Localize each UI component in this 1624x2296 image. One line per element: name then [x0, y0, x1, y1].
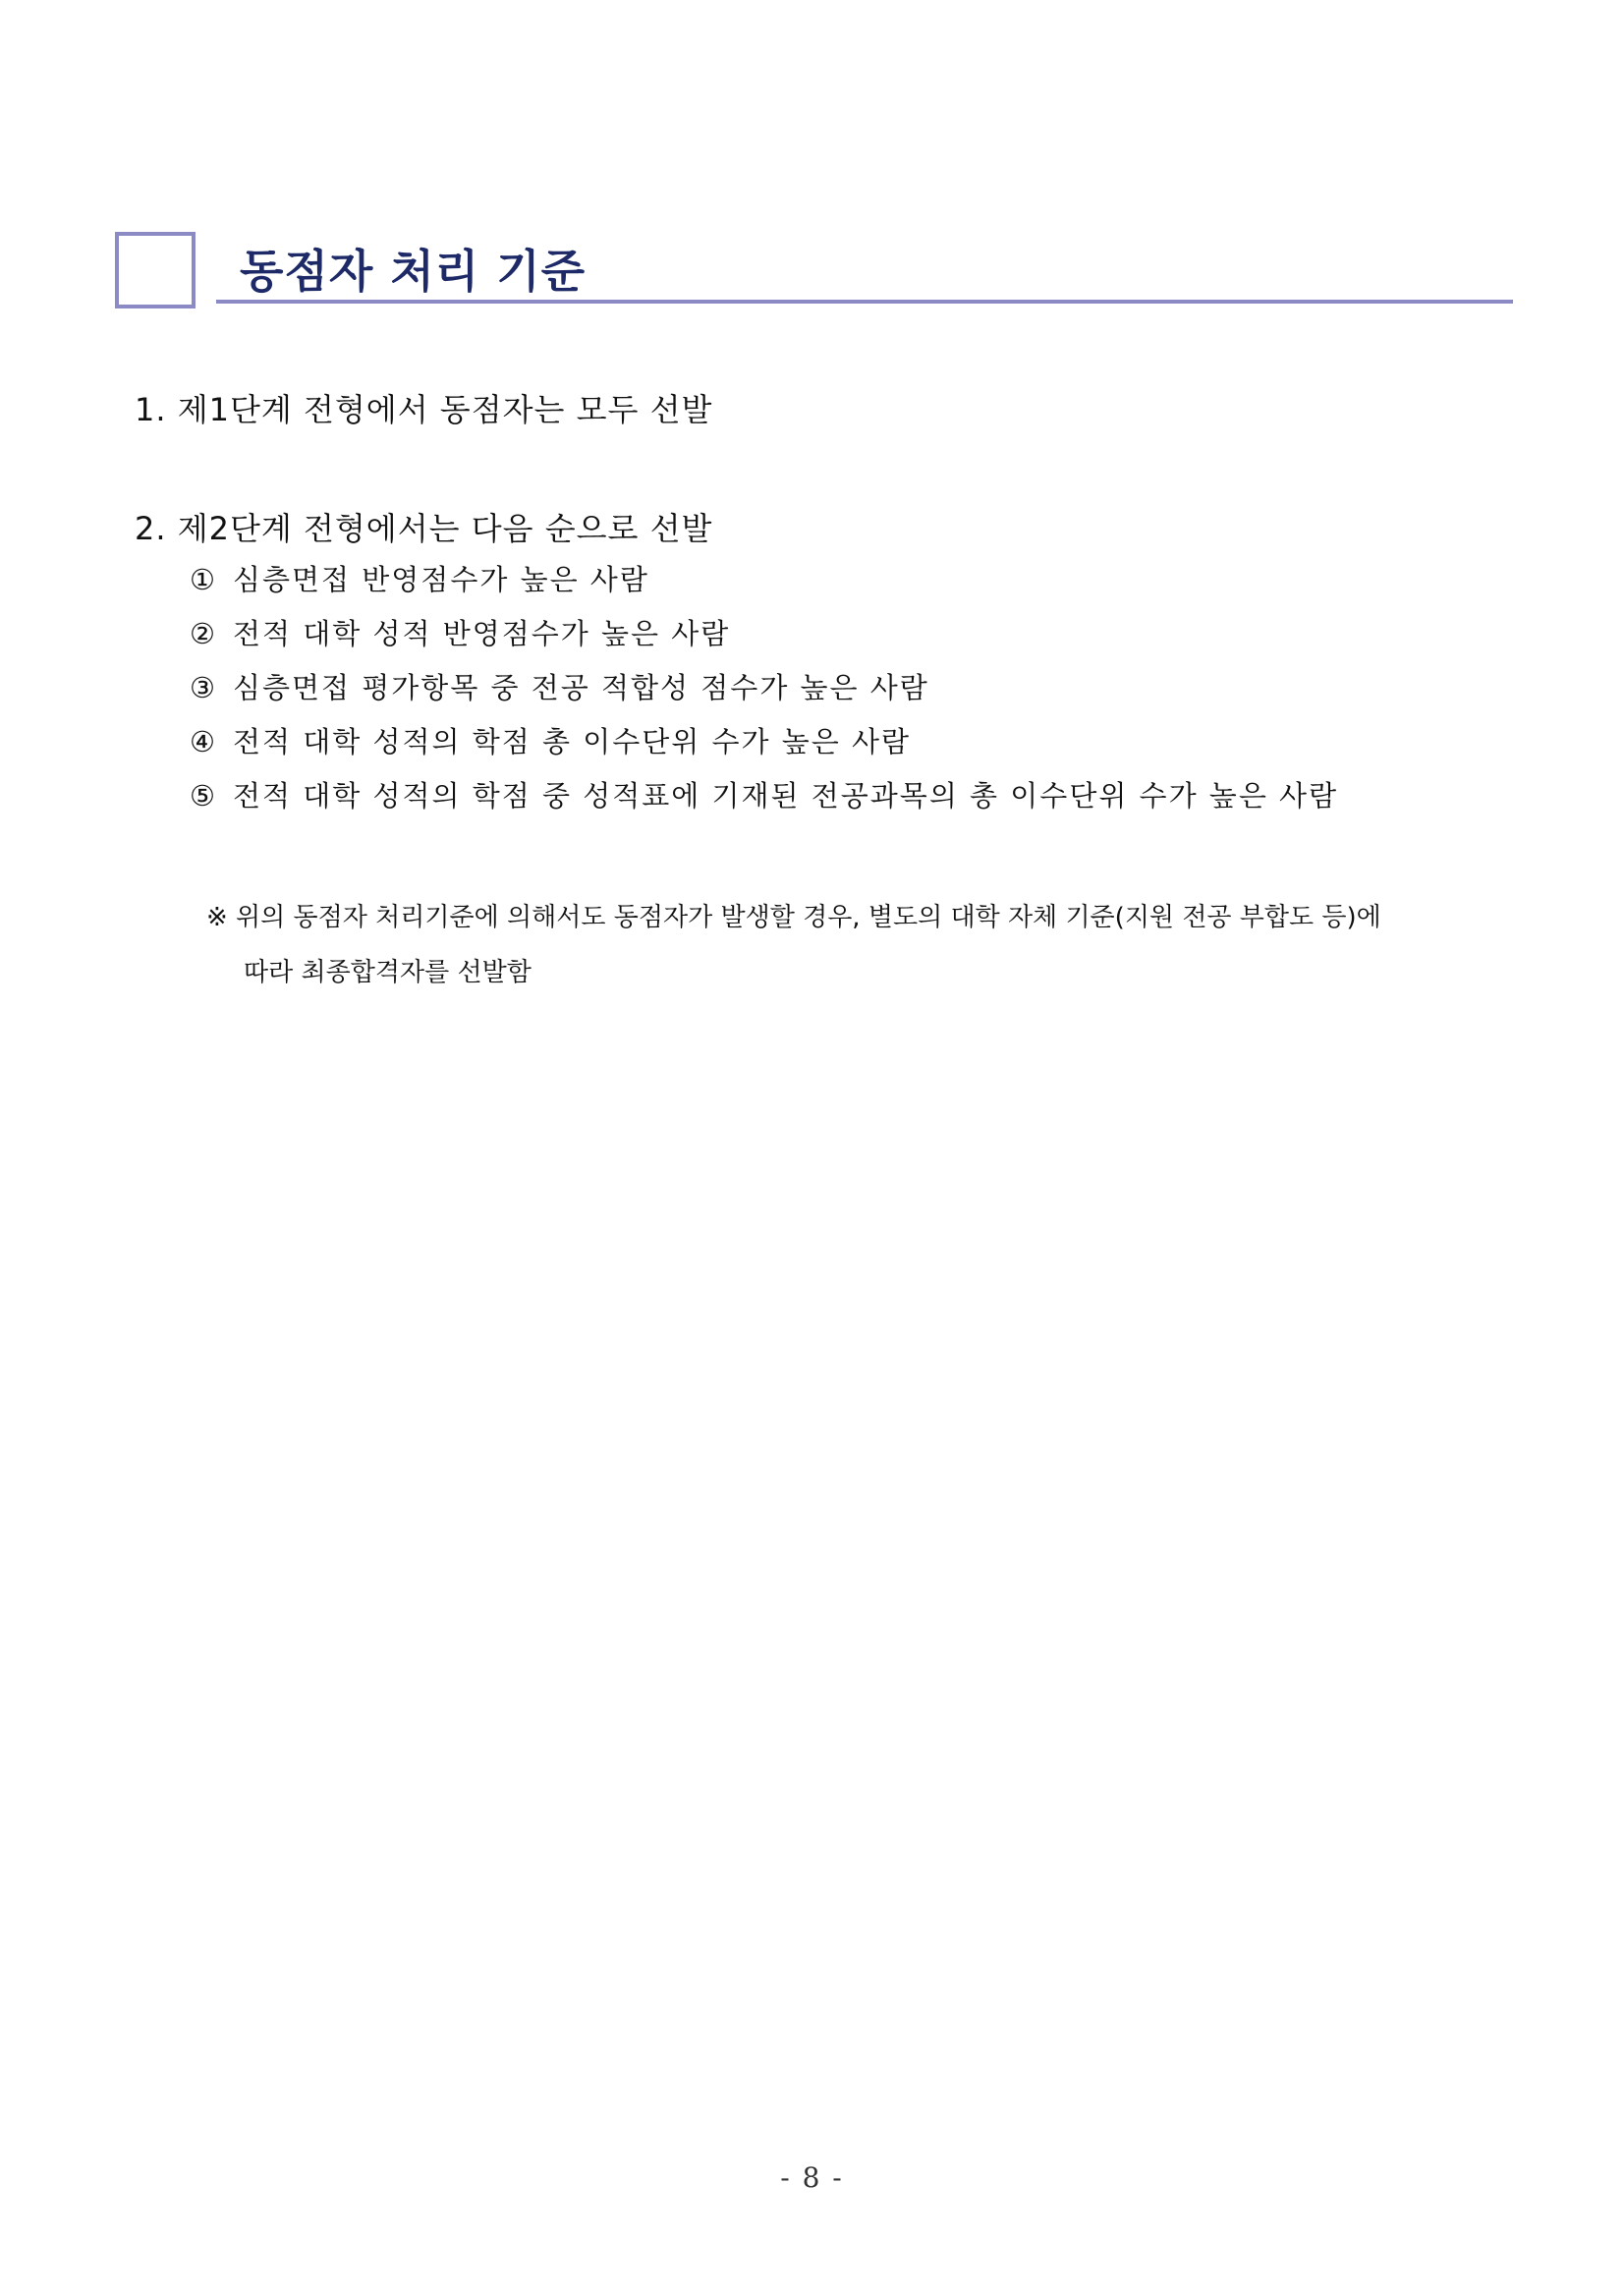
priority-marker-2: ② — [190, 617, 217, 650]
priority-item-2 — [190, 616, 1338, 670]
priority-text-5: 전적 대학 성적의 학점 중 성적표에 기재된 전공과목의 총 이수단위 수가 높은 사람 — [233, 779, 1339, 812]
priority-marker-5: ⑤ — [190, 779, 217, 812]
page-number: - 8 - — [780, 2161, 844, 2194]
section-title: 동점자 처리 기준 — [240, 245, 587, 298]
priority-item-1 — [190, 562, 1338, 616]
tie-break-note — [206, 890, 1523, 1000]
priority-marker-1: ① — [190, 563, 217, 596]
priority-text-3: 심층면접 평가항목 중 전공 적합성 점수가 높은 사람 — [233, 671, 929, 704]
priority-item-3 — [190, 670, 1338, 724]
rule-2-heading: 2. 제2단계 전형에서는 다음 순으로 선발 — [135, 510, 713, 547]
priority-marker-4: ④ — [190, 725, 217, 758]
section-title-box — [115, 232, 196, 308]
section-title-underline — [216, 300, 1513, 304]
priority-marker-3: ③ — [190, 671, 217, 704]
priority-text-2: 전적 대학 성적 반영점수가 높은 사람 — [233, 617, 731, 650]
priority-text-4: 전적 대학 성적의 학점 총 이수단위 수가 높은 사람 — [233, 725, 912, 758]
rule-1-heading: 1. 제1단계 전형에서 동점자는 모두 선발 — [135, 391, 713, 428]
priority-text-1: 심층면접 반영점수가 높은 사람 — [233, 563, 649, 596]
priority-item-5 — [190, 778, 1338, 832]
note-line-1: ※ 위의 동점자 처리기준에 의해서도 동점자가 발생할 경우, 별도의 대학 자체 기준(지원 전공 부합도 등)에 — [206, 903, 1381, 932]
note-line-2: 따라 최종합격자를 선발함 — [244, 958, 532, 987]
rule-2-priority-list — [190, 562, 1338, 832]
priority-item-4 — [190, 724, 1338, 778]
